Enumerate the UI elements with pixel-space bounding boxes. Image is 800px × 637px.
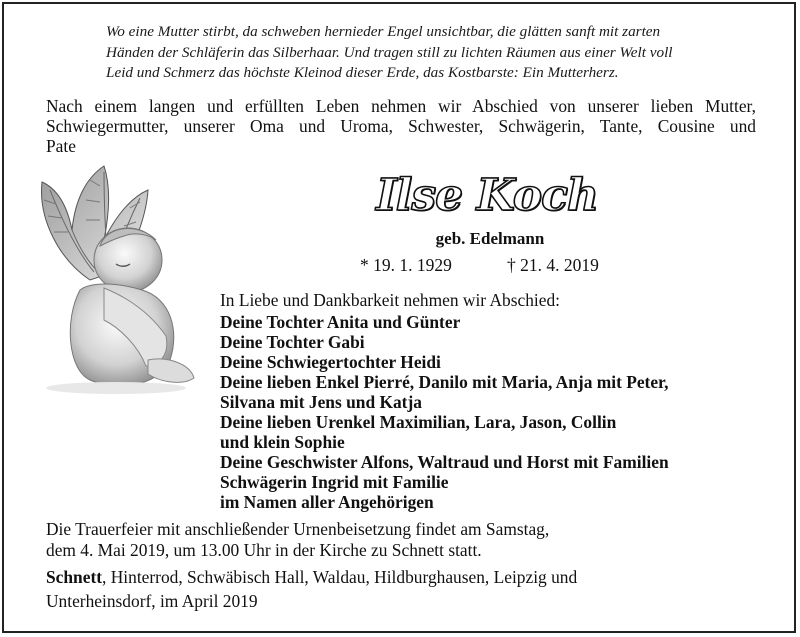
poem-line: Wo eine Mutter stirbt, da schweben hernieder Engel unsichtbar, die glätten sanft mit zarten	[106, 23, 661, 40]
mourner-line: und klein Sophie	[220, 432, 345, 452]
mourner-line: Silvana mit Jens und Katja	[220, 392, 422, 412]
places-and-date	[46, 565, 766, 613]
places-line-2: Unterheinsdorf, im April 2019	[46, 591, 258, 611]
life-dates	[360, 255, 630, 276]
intro-text	[46, 96, 756, 156]
service-info	[46, 519, 766, 561]
service-line: dem 4. Mai 2019, um 13.00 Uhr in der Kirche zu Schnett statt.	[46, 540, 482, 560]
service-line: Die Trauerfeier mit anschließender Urnenbeisetzung findet am Samstag,	[46, 519, 550, 539]
mourner-line: Deine lieben Urenkel Maximilian, Lara, Jason, Collin	[220, 412, 617, 432]
places-line	[46, 565, 766, 589]
birth-date: * 19. 1. 1929	[360, 255, 452, 275]
mourners-list	[220, 290, 780, 512]
maiden-name: geb. Edelmann	[435, 229, 545, 248]
mourner-line: Deine Schwiegertochter Heidi	[220, 352, 441, 372]
mourner-line: Deine Tochter Gabi	[220, 332, 365, 352]
deceased-name: Ilse Koch	[376, 170, 598, 221]
intro-line: Pate	[46, 136, 76, 156]
poem	[106, 22, 766, 84]
places-rest: , Hinterrod, Schwäbisch Hall, Waldau, Hildburghausen, Leipzig und	[102, 567, 578, 587]
poem-line: Leid und Schmerz das höchste Kleinod dieser Erde, das Kostbarste: Ein Mutterherz.	[106, 64, 619, 81]
place-first: Schnett	[46, 567, 103, 587]
intro-line: Nach einem langen und erfüllten Leben nehmen wir Abschied von unserer lieben Mutter,	[46, 96, 756, 116]
sleeping-angel-image	[20, 160, 208, 405]
intro-line: Schwiegermutter, unserer Oma und Uroma, Schwester, Schwägerin, Tante, Cousine und	[46, 116, 756, 136]
mourner-line: Schwägerin Ingrid mit Familie	[220, 472, 449, 492]
mourner-line: Deine Tochter Anita und Günter	[220, 312, 461, 332]
mourner-line: Deine Geschwister Alfons, Waltraud und Horst mit Familien	[220, 452, 669, 472]
mourners-lead: In Liebe und Dankbarkeit nehmen wir Abschied:	[220, 290, 560, 310]
mourner-line: im Namen aller Angehörigen	[220, 492, 434, 512]
mourner-line: Deine lieben Enkel Pierré, Danilo mit Maria, Anja mit Peter,	[220, 372, 669, 392]
poem-line: Händen der Schläferin das Silberhaar. Und tragen still zu lichten Räumen aus einer Welt voll	[106, 43, 673, 61]
death-date: † 21. 4. 2019	[507, 255, 599, 275]
